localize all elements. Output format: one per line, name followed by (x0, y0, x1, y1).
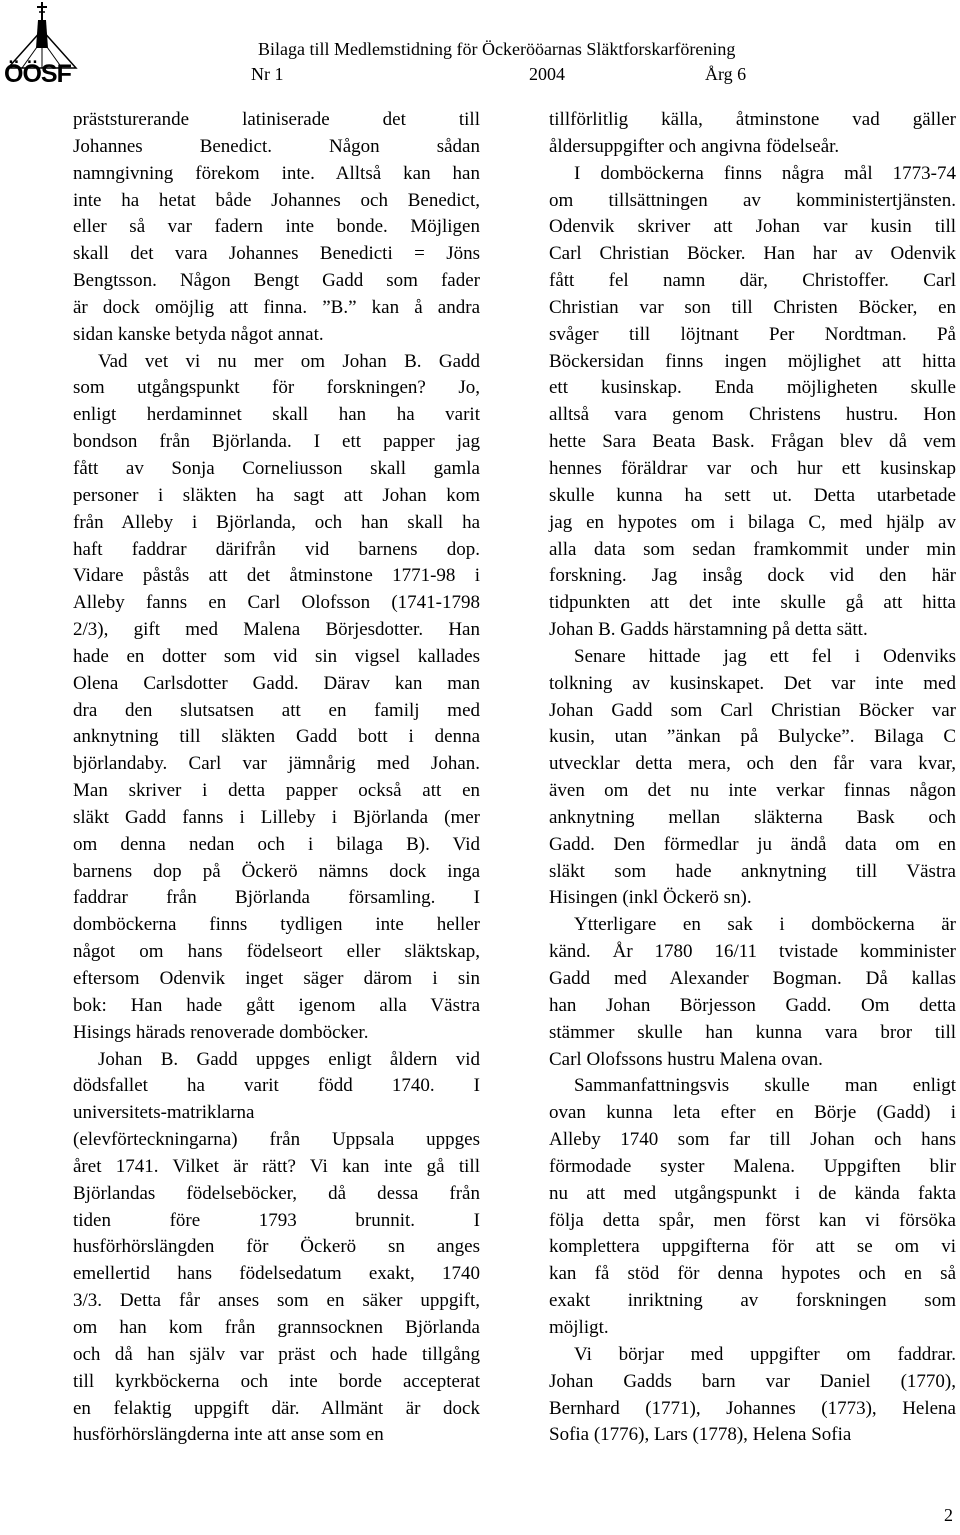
text-line: kusin, utan ”änkan på Bulycke”. Bilaga C (549, 726, 956, 748)
text-line: bok: Han hade gått igenom alla Västra (73, 994, 480, 1016)
text-line: Ytterligare en sak i domböckerna är (574, 914, 956, 936)
text-line: Sofia (1776), Lars (1778), Helena Sofia (549, 1424, 852, 1446)
text-line: förmodade syster Malena. Uppgiften blir (549, 1155, 956, 1177)
text-line: inte ha hetat både Johannes och Benedict, (73, 189, 480, 211)
text-line: Johan Gadd som Carl Christian Böcker var (549, 699, 956, 721)
text-line: Alleby fanns en Carl Olofsson (1741-1798 (73, 592, 480, 614)
text-line: svåger till löjtnant Per Nordtman. På (549, 323, 956, 345)
text-line: stämmer skulle han kunna vara bror till (549, 1021, 956, 1043)
text-line: skulle kunna ha sett ut. Detta utarbetade (549, 484, 956, 506)
text-line: utvecklar detta mera, och den får vara kvar, (549, 753, 956, 775)
text-line: om denna nedan och i bilaga B). Vid (73, 833, 480, 855)
text-line: 3/3. Detta får anses som en säker uppgift, (73, 1290, 480, 1312)
logo (2, 0, 84, 100)
text-line: Carl Olofssons hustru Malena ovan. (549, 1048, 823, 1070)
text-line: Olena Carlsdotter Gadd. Därav kan man (73, 672, 480, 694)
text-line: Johan B. Gadds härstamning på detta sätt. (549, 619, 868, 641)
text-line: från Alleby i Björlanda, och han skall ha (73, 511, 480, 533)
text-line: Christian var son till Christen Böcker, en (549, 296, 956, 318)
text-line: alltså vara genom Christens hustru. Hon (549, 404, 956, 426)
header-year: 2004 (529, 64, 565, 84)
text-line: Carl Christian Böcker. Han har av Odenvik (549, 243, 956, 265)
text-line: eller så var fadern inte bonde. Möjligen (73, 216, 480, 238)
text-line: hette Sara Beata Bask. Frågan blev då vem (549, 431, 956, 453)
right-column (549, 107, 956, 1449)
header-issue: Nr 1 (251, 64, 284, 84)
text-line: Böckersidan finns ingen möjlighet att hitta (549, 350, 956, 372)
text-line: Vad vet vi nu mer om Johan B. Gadd (98, 350, 480, 372)
text-line: Vidare påstås att det åtminstone 1771-98 i (73, 565, 480, 587)
header-volume: Årg 6 (705, 64, 747, 84)
text-line: exakt inriktning av forskningen som (549, 1290, 956, 1312)
text-line: forskning. Jag insåg dock vid den här (549, 565, 956, 587)
text-line: alla data som sedan framkommit under min (549, 538, 956, 560)
text-line: personer i släkten ha sagt att Johan kom (73, 484, 480, 506)
text-line: åldersuppgifter och angivna födelseår. (549, 135, 840, 157)
text-line: I domböckerna finns några mål 1773-74 (574, 162, 956, 184)
text-line: Johan Gadds barn var Daniel (1770), (549, 1370, 956, 1392)
text-line: dödsfallet ha varit född 1740. I (73, 1075, 480, 1097)
text-line: Björlandas födelseböcker, då dessa från (73, 1182, 480, 1204)
text-line: Johan B. Gadd uppges enligt åldern vid (98, 1048, 480, 1070)
text-line: enligt herdaminnet skall han ha varit (73, 404, 480, 426)
text-line: fått av Sonja Corneliusson skall gamla (73, 457, 480, 479)
text-line: 2/3), gift med Malena Börjesdotter. Han (73, 619, 480, 641)
text-line: anknytning till släkten Gadd bott i denna (73, 726, 480, 748)
text-line: släkt Gadd fanns i Lilleby i Björlanda (mer (73, 806, 480, 828)
text-line: husförhörslängderna inte att anse som en (73, 1424, 384, 1446)
text-line: Gadd med Alexander Bogman. Då kallas (549, 968, 956, 989)
text-line: barnens dop på Öckerö nämns dock inga (73, 860, 480, 882)
text-line: Bengtsson. Någon Bengt Gadd som fader (73, 270, 480, 292)
text-line: möjligt. (549, 1316, 609, 1338)
text-line: en felaktig uppgift där. Allmänt är dock (73, 1397, 480, 1419)
text-line: tolkning av kusinskapet. Det var inte med (549, 672, 956, 694)
text-line: husförhörslängden för Öckerö sn anges (73, 1236, 480, 1258)
text-line: Alleby 1740 som far till Johan och hans (549, 1129, 956, 1151)
text-line: tidpunkten att det inte skulle gå att hitta (549, 592, 956, 614)
logo-text: ÖÖSF (4, 60, 71, 88)
text-line: haft faddrar därifrån vid barnens dop. (73, 538, 480, 560)
text-line: präststurerande latiniserade det till (73, 109, 480, 130)
text-line: dra den slutsatsen att en familj med (73, 699, 480, 721)
text-line: ett kusinskap. Enda möjligheten skulle (549, 377, 956, 399)
text-line: om tillsättningen av komministertjänsten. (549, 189, 956, 211)
text-line: domböckerna finns tydligen inte heller (73, 914, 480, 936)
text-line: Johannes Benedict. Någon sådan (73, 135, 480, 157)
text-line: hade en dotter som vid sin vigsel kallades (73, 645, 480, 667)
text-line: släkt som hade anknytning till Västra (549, 860, 956, 882)
text-line: skall det vara Johannes Benedicti = Jöns (73, 243, 480, 265)
text-line: även om det nu inte verkar finnas någon (549, 780, 956, 802)
text-line: emellertid hans födelsedatum exakt, 1740 (73, 1263, 480, 1285)
text-line: är dock omöjlig att finna. ”B.” kan å andra (73, 296, 480, 318)
text-line: hennes föräldrar var och hur ett kusinskap (549, 457, 956, 479)
text-line: Bernhard (1771), Johannes (1773), Helena (549, 1397, 956, 1419)
text-line: Senare hittade jag ett fel i Odenviks (574, 645, 956, 667)
text-line: Odenvik skriver att Johan var kusin till (549, 216, 956, 238)
text-line: (elevförteckningarna) från Uppsala uppges (73, 1129, 480, 1151)
text-line: universitets-matriklarna (73, 1102, 255, 1124)
left-column (73, 107, 480, 1449)
text-line: Vi börjar med uppgifter om faddrar. (574, 1343, 956, 1365)
text-line: Gadd. Den förmedlar ju ändå data om en (549, 833, 956, 855)
text-line: som utgångspunkt för forskningen? Jo, (73, 377, 480, 399)
text-line: tiden före 1793 brunnit. I (73, 1209, 480, 1231)
text-line: Sammanfattningsvis skulle man enligt (574, 1075, 956, 1097)
text-line: känd. År 1780 16/11 tvistade komminister (549, 941, 956, 963)
text-line: till kyrkböckerna och inte borde accepterat (73, 1370, 480, 1392)
text-line: björlandaby. Carl var jämnårig med Johan. (73, 753, 480, 775)
text-line: ovan kunna leta efter en Börje (Gadd) i (549, 1102, 956, 1124)
text-line: han Johan Börjesson Gadd. Om detta (549, 994, 956, 1016)
text-line: och då han själv var präst och hade tillgång (73, 1343, 480, 1365)
text-line: faddrar från Björlanda församling. I (73, 887, 480, 909)
text-line: året 1741. Vilket är rätt? Vi kan inte gå till (73, 1155, 480, 1177)
text-line: komplettera uppgifterna för att se om vi (549, 1236, 956, 1258)
text-line: sidan kanske betyda något annat. (73, 323, 324, 345)
text-line: Hisings härads renoverade domböcker. (73, 1021, 369, 1043)
text-line: om han kom från grannsocknen Björlanda (73, 1316, 480, 1338)
text-line: Man skriver i detta papper också att en (73, 780, 480, 802)
text-line: tillförlitlig källa, åtminstone vad gäller (549, 109, 956, 130)
page-number: 2 (944, 1505, 953, 1525)
text-line: eftersom Odenvik inget säger därom i sin (73, 968, 480, 989)
text-line: nu att med utgångspunkt i de kända fakta (549, 1182, 956, 1204)
text-line: bondson från Björlanda. I ett papper jag (73, 431, 480, 453)
text-line: något om hans födelseort eller släktskap, (73, 941, 480, 963)
text-line: namngivning förekom inte. Alltså kan han (73, 162, 480, 184)
text-line: jag en hypotes om i bilaga C, med hjälp av (549, 511, 956, 533)
text-line: Hisingen (inkl Öckerö sn). (549, 887, 752, 909)
text-line: följa detta spår, men först kan vi försöka (549, 1209, 956, 1231)
header-title: Bilaga till Medlemstidning för Öckerööarnas Släktforskarförening (258, 39, 736, 59)
text-line: kan få stöd för denna hypotes och en så (549, 1263, 956, 1285)
text-line: fått fel namn där, Christoffer. Carl (549, 270, 956, 292)
text-line: anknytning mellan släkterna Bask och (549, 806, 956, 828)
